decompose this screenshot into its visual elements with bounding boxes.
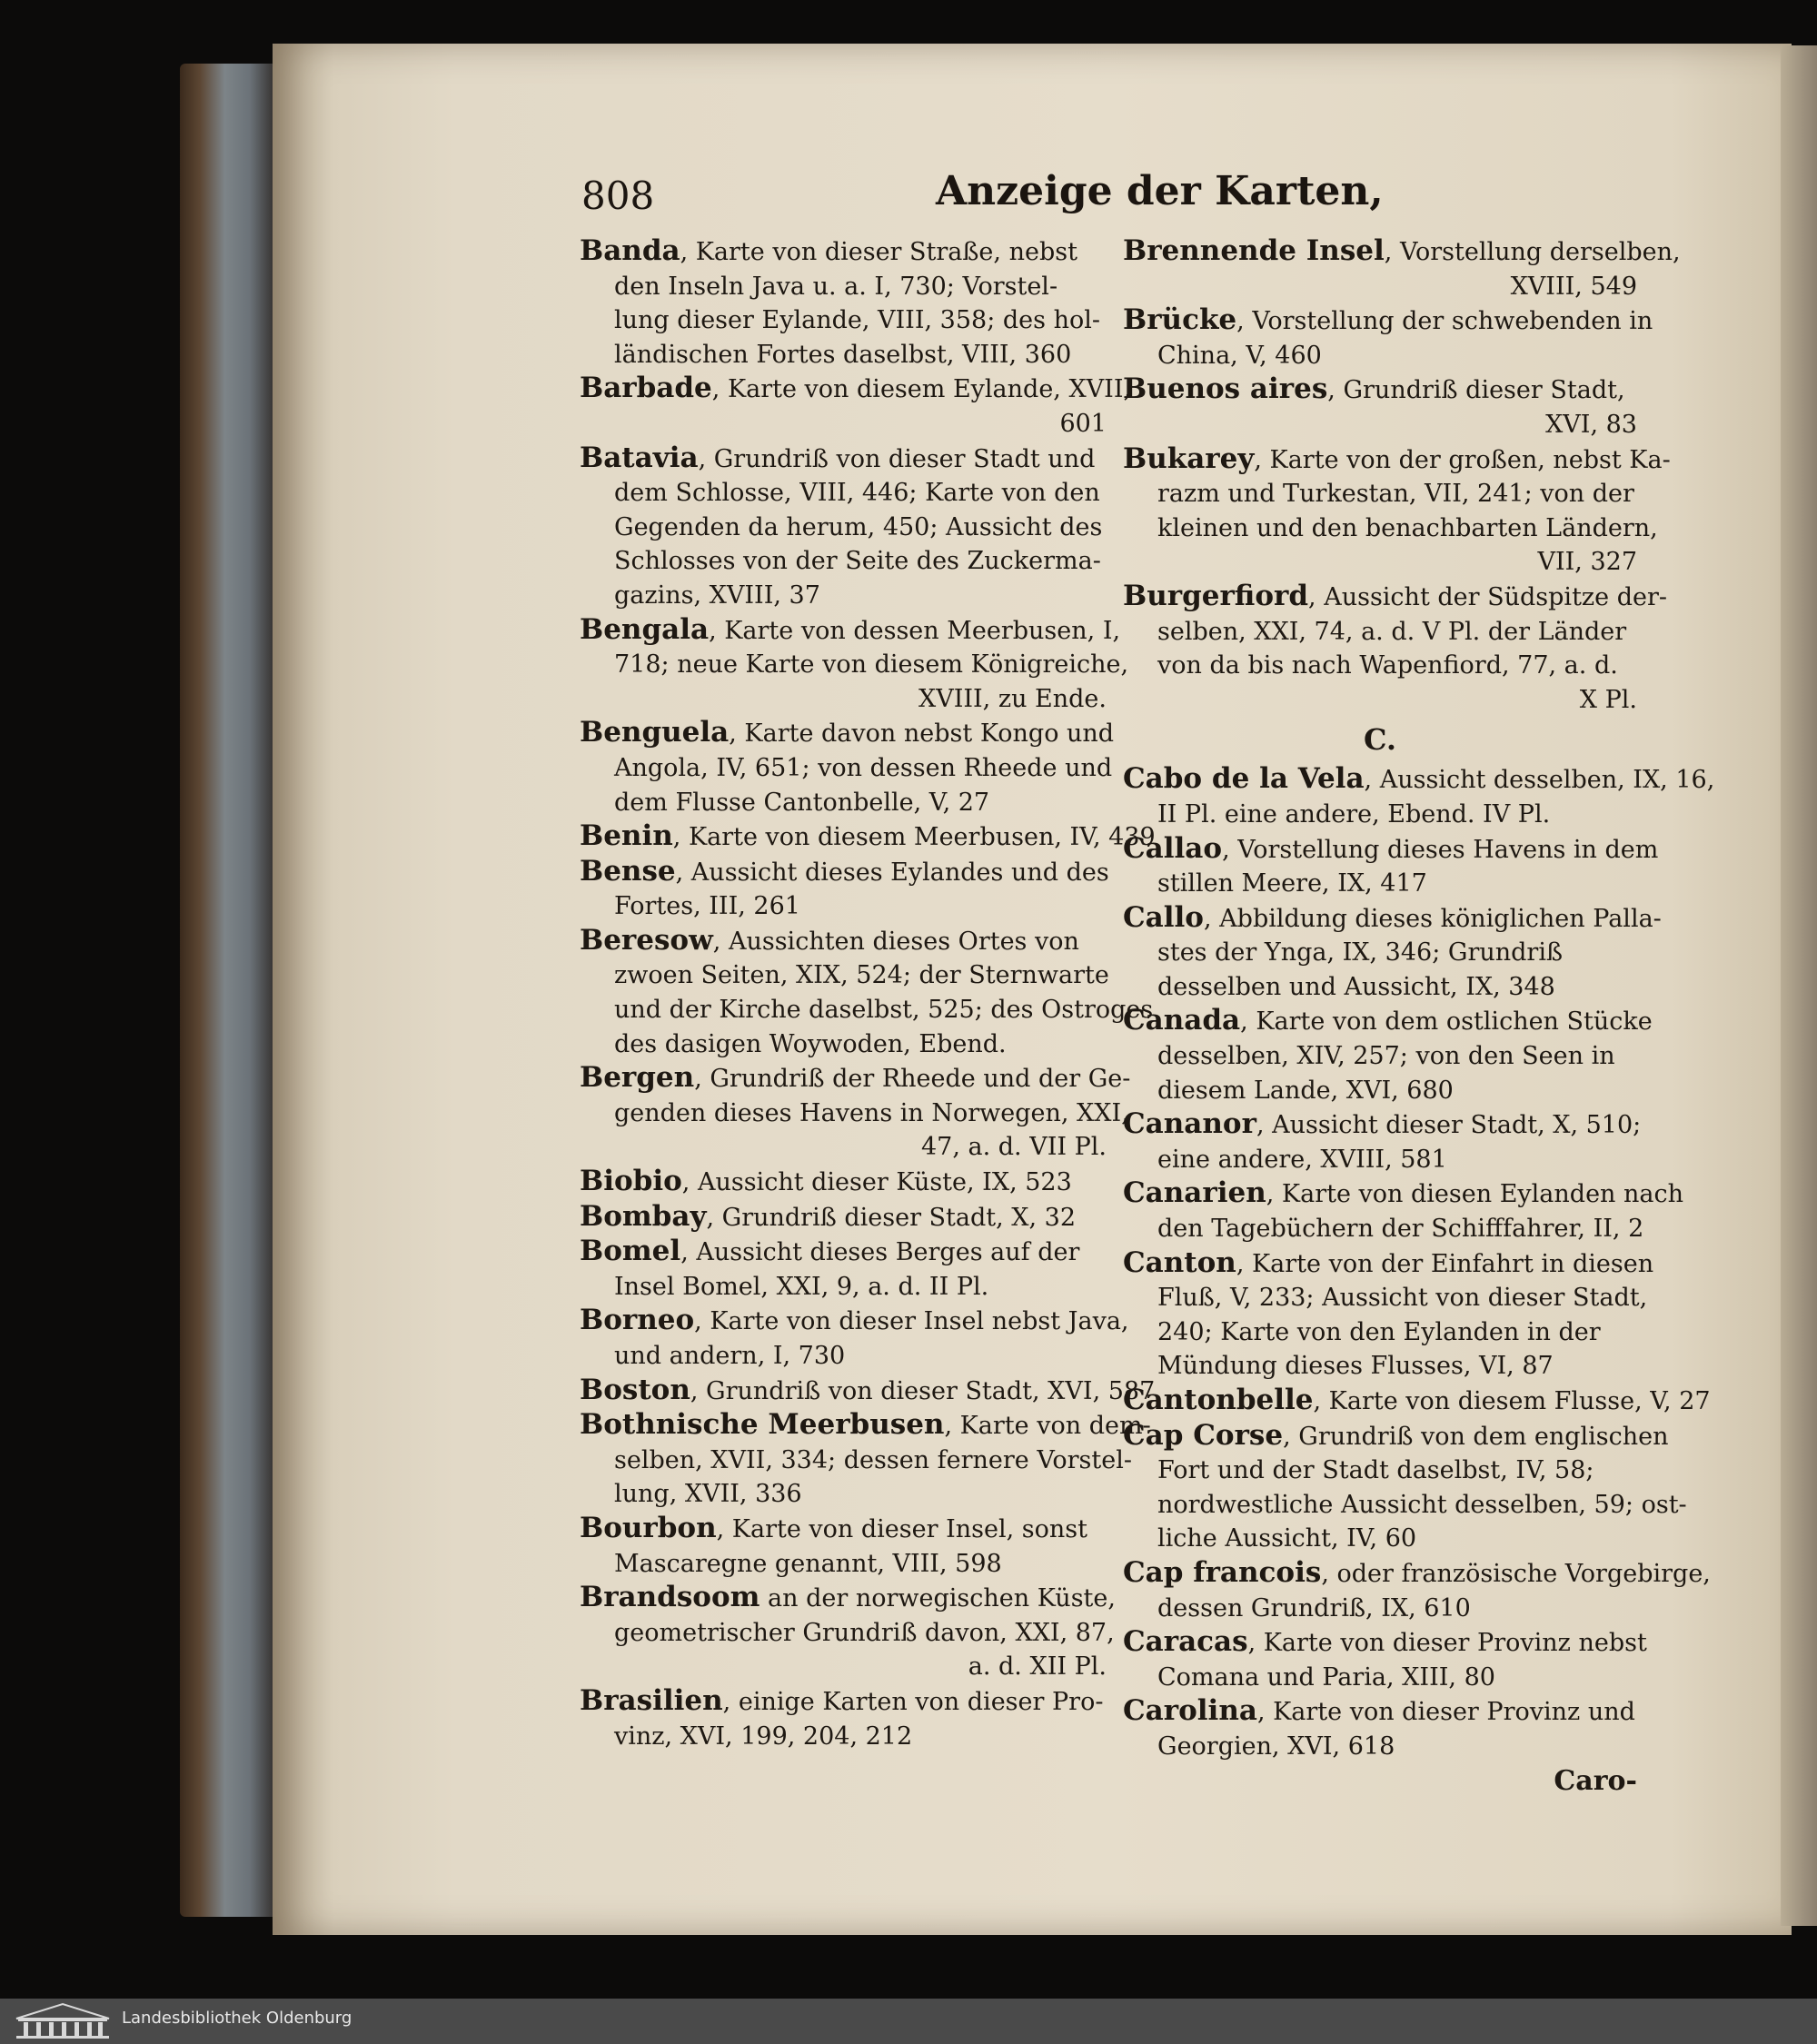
entry-line: 47, a. d. VII Pl. (920, 1133, 1107, 1162)
entry-line: Brücke, Vorstellung der schwebenden in (1123, 303, 1653, 337)
index-entry (1123, 303, 1653, 372)
entry-line: Bombay, Grundriß dieser Stadt, X, 32 (580, 1199, 1077, 1233)
index-entry (580, 1200, 1107, 1235)
entry-line: stes der Ynga, IX, 346; Grundriß (1157, 938, 1564, 967)
entry-line: dessen Grundriß, IX, 610 (1157, 1593, 1471, 1622)
index-entry (1123, 831, 1659, 901)
entry-line: kleinen und den benachbarten Ländern, (1157, 513, 1658, 542)
index-entry (1123, 1625, 1647, 1694)
section-letter: C. (1363, 722, 1397, 758)
entry-line: Cabo de la Vela, Aussicht desselben, IX, 16, (1123, 762, 1715, 796)
entry-line: Brasilien, einige Karten von dieser Pro- (580, 1683, 1104, 1717)
entry-line: lung dieser Eylande, VIII, 358; des hol- (614, 306, 1100, 335)
entry-line: Burgerfiord, Aussicht der Südspitze der- (1123, 579, 1667, 612)
entry-line: dem Flusse Cantonbelle, V, 27 (614, 788, 990, 817)
entry-line: Bomel, Aussicht dieses Berges auf der (580, 1235, 1080, 1268)
entry-line: XVIII, zu Ende. (918, 684, 1107, 713)
index-entry (580, 1684, 1107, 1753)
index-entry (580, 1408, 1151, 1512)
index-entry (1123, 234, 1681, 303)
entry-line: Benguela, Karte davon nebst Kongo und (580, 716, 1115, 749)
entry-line: 240; Karte von den Eylanden in der (1157, 1317, 1601, 1346)
index-entry (580, 819, 1156, 855)
entry-line: und der Kirche daselbst, 525; des Ostroges (614, 996, 1154, 1025)
entry-line: Brennende Insel, Vorstellung derselben, (1123, 234, 1681, 267)
entry-line: Cananor, Aussicht dieser Stadt, X, 510; (1123, 1107, 1642, 1141)
entry-line: vinz, XVI, 199, 204, 212 (614, 1722, 913, 1751)
right-column (1123, 234, 1715, 1798)
library-building-icon (13, 2002, 113, 2040)
index-entry (580, 234, 1107, 372)
index-entry (1123, 1245, 1654, 1384)
entry-line: Benin, Karte von diesem Meerbusen, IV, 439 (580, 819, 1156, 853)
index-entry (1123, 762, 1715, 831)
entry-line: X Pl. (1579, 685, 1637, 714)
entry-line: Borneo, Karte von dieser Insel nebst Java, (580, 1304, 1129, 1337)
entry-line: Brandsoom an der norwegischen Küste, (580, 1581, 1116, 1614)
entry-line: Canada, Karte von dem ostlichen Stücke (1123, 1004, 1653, 1037)
entry-line: eine andere, XVIII, 581 (1157, 1145, 1447, 1174)
entry-line: Batavia, Grundriß von dieser Stadt und (580, 441, 1096, 474)
entry-line: Mündung dieses Flusses, VI, 87 (1157, 1352, 1554, 1381)
entry-line: II Pl. eine andere, Ebend. IV Pl. (1157, 799, 1551, 829)
index-entry (580, 855, 1107, 924)
book-edge (180, 64, 280, 1917)
entry-line: gazins, XVIII, 37 (614, 580, 820, 610)
library-name: Landesbibliothek Oldenburg (122, 2009, 352, 2028)
entry-line: Comana und Paria, XIII, 80 (1157, 1662, 1495, 1692)
entry-line: den Tagebüchern der Schifffahrer, II, 2 (1157, 1215, 1644, 1244)
entry-line: Boston, Grundriß von dieser Stadt, XVI, 587 (580, 1373, 1156, 1406)
entry-line: zwoen Seiten, XIX, 524; der Sternwarte (614, 961, 1109, 990)
entry-line: 718; neue Karte von diesem Königreiche, (614, 650, 1129, 680)
entry-line: Beresow, Aussichten dieses Ortes von (580, 923, 1079, 957)
index-entry (1123, 579, 1667, 717)
entry-line: Angola, IV, 651; von dessen Rheede und (614, 753, 1113, 782)
entry-line: Callo, Abbildung dieses königlichen Palla- (1123, 900, 1662, 934)
entry-line: Mascaregne genannt, VIII, 598 (614, 1549, 1002, 1578)
index-entry (580, 1512, 1107, 1581)
entry-line: Fortes, III, 261 (614, 892, 800, 921)
index-entry (1123, 1555, 1711, 1625)
index-entry (1123, 1694, 1637, 1763)
index-entry (580, 612, 1129, 717)
entry-line: Schlosses von der Seite des Zuckerma- (614, 547, 1101, 576)
entry-line: genden dieses Havens in Norwegen, XXI, (614, 1098, 1129, 1127)
entry-line: Buenos aires, Grundriß dieser Stadt, (1123, 372, 1625, 406)
entry-line: Cap francois, oder französische Vorgebirge, (1123, 1555, 1711, 1589)
index-entry (1123, 1004, 1653, 1107)
entry-line: XVI, 83 (1545, 410, 1637, 439)
entry-line: Bengala, Karte von dessen Meerbusen, I, (580, 612, 1121, 646)
index-entry (1123, 1384, 1711, 1419)
entry-line: ländischen Fortes daselbst, VIII, 360 (614, 340, 1072, 369)
entry-line: Bourbon, Karte von dieser Insel, sonst (580, 1511, 1087, 1544)
entry-line: razm und Turkestan, VII, 241; von der (1157, 480, 1634, 509)
entry-line: 601 (1059, 409, 1107, 438)
entry-line: Callao, Vorstellung dieses Havens in dem (1123, 831, 1659, 865)
page-header (581, 168, 1635, 232)
entry-line: den Inseln Java u. a. I, 730; Vorstel- (614, 272, 1058, 301)
entry-line: Canarien, Karte von diesen Eylanden nach (1123, 1176, 1684, 1210)
entry-line: Banda, Karte von dieser Straße, nebst (580, 234, 1077, 267)
entry-line: Bense, Aussicht dieses Eylandes und des (580, 854, 1109, 888)
running-head: Anzeige der Karten, (936, 168, 1384, 214)
entry-line: Fluß, V, 233; Aussicht von dieser Stadt, (1157, 1284, 1648, 1313)
facing-page-edge (1781, 45, 1817, 1926)
entry-line: Gegenden da herum, 450; Aussicht des (614, 512, 1103, 541)
entry-line: Cap Corse, Grundriß von dem englischen (1123, 1418, 1669, 1452)
index-entry (580, 1235, 1107, 1304)
entry-line: von da bis nach Wapenfiord, 77, a. d. (1157, 651, 1618, 680)
index-entry (1123, 900, 1662, 1005)
entry-line: Caracas, Karte von dieser Provinz nebst (1123, 1625, 1647, 1659)
index-entry (580, 1165, 1107, 1200)
entry-line: Biobio, Aussicht dieser Küste, IX, 523 (580, 1165, 1072, 1198)
entry-line: a. d. XII Pl. (968, 1652, 1107, 1682)
entry-line: VII, 327 (1537, 548, 1637, 577)
entry-line: des dasigen Woywoden, Ebend. (614, 1029, 1007, 1058)
index-entry (580, 1581, 1116, 1684)
index-entry (1123, 372, 1637, 442)
entry-line: Fort und der Stadt daselbst, IV, 58; (1157, 1456, 1594, 1485)
entry-line: und andern, I, 730 (614, 1342, 846, 1370)
left-column (580, 234, 1156, 1753)
entry-line: geometrischer Grundriß davon, XXI, 87, (614, 1618, 1115, 1647)
entry-line: diesem Lande, XVI, 680 (1157, 1076, 1454, 1105)
entry-line: liche Aussicht, IV, 60 (1157, 1524, 1417, 1553)
entry-line: XVIII, 549 (1510, 272, 1637, 301)
page-number: 808 (581, 174, 655, 218)
index-entry (1123, 1418, 1687, 1556)
entry-line: Bothnische Meerbusen, Karte von dem- (580, 1408, 1151, 1442)
entry-line: dem Schlosse, VIII, 446; Karte von den (614, 479, 1100, 508)
entry-line: selben, XXI, 74, a. d. V Pl. der Länder (1157, 617, 1627, 646)
entry-line: nordwestliche Aussicht desselben, 59; ost- (1157, 1490, 1687, 1519)
entry-line: Cantonbelle, Karte von diesem Flusse, V, 27 (1123, 1384, 1711, 1416)
entry-line: stillen Meere, IX, 417 (1157, 869, 1427, 898)
entry-line: desselben, XIV, 257; von den Seen in (1157, 1042, 1615, 1071)
index-entry (580, 716, 1115, 819)
entry-line: China, V, 460 (1157, 341, 1322, 370)
index-entry (580, 1304, 1129, 1373)
entry-line: Carolina, Karte von dieser Provinz und (1123, 1694, 1635, 1728)
index-entry (1123, 1107, 1642, 1176)
index-entry (1123, 1176, 1684, 1245)
catchword: Caro- (1554, 1764, 1637, 1797)
entry-line: lung, XVII, 336 (614, 1480, 802, 1509)
footer-bar (0, 1999, 1817, 2044)
entry-line: desselben und Aussicht, IX, 348 (1157, 972, 1555, 1001)
entry-line: Bukarey, Karte von der großen, nebst Ka- (1123, 442, 1671, 475)
index-entry (580, 1373, 1156, 1409)
entry-line: selben, XVII, 334; dessen fernere Vorstel- (614, 1445, 1132, 1474)
entry-line: Insel Bomel, XXI, 9, a. d. II Pl. (614, 1272, 989, 1301)
index-entry (580, 442, 1107, 613)
entry-line: Bergen, Grundriß der Rheede und der Ge- (580, 1061, 1131, 1095)
index-entry (1123, 442, 1671, 580)
index-entry (580, 923, 1154, 1061)
index-entry (580, 372, 1132, 441)
entry-line: Georgien, XVI, 618 (1157, 1731, 1395, 1761)
entry-line: Canton, Karte von der Einfahrt in diesen (1123, 1245, 1654, 1279)
index-entry (580, 1061, 1131, 1165)
entry-line: Barbade, Karte von diesem Eylande, XVII, (580, 372, 1132, 405)
